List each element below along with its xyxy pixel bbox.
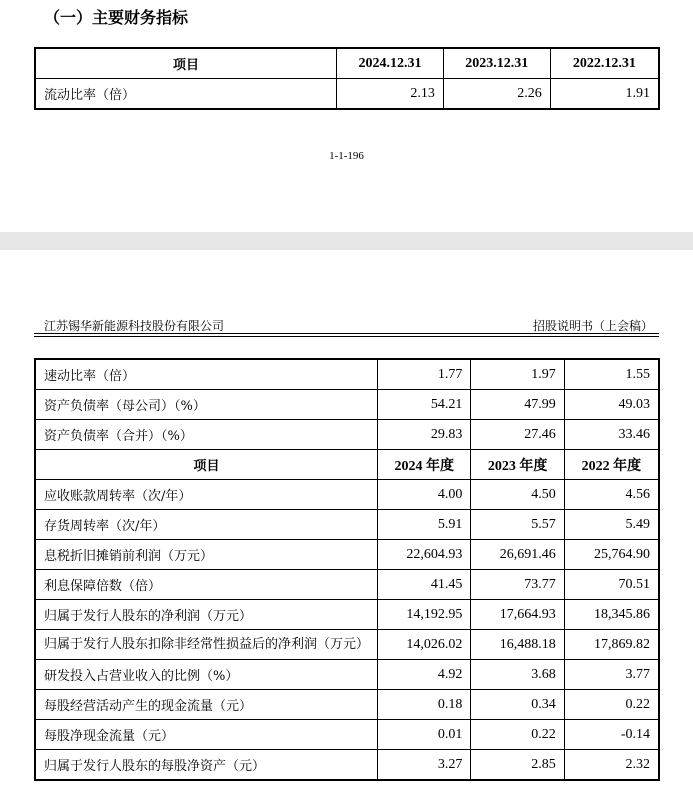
row-label: 归属于发行人股东扣除非经常性损益后的净利润（万元）	[35, 630, 378, 660]
table-row	[35, 480, 659, 510]
value-2023: 3.68	[471, 660, 564, 690]
value-2022: -0.14	[564, 720, 659, 750]
value-2022: 0.22	[564, 690, 659, 720]
table-row	[35, 540, 659, 570]
header-company: 江苏锡华新能源科技股份有限公司	[44, 319, 225, 333]
value-2024: 14,192.95	[378, 600, 471, 630]
header-rule-secondary	[34, 336, 659, 337]
page-top	[0, 0, 693, 232]
value-2022: 1.91	[550, 79, 659, 110]
value-2022: 49.03	[564, 390, 659, 420]
table-row	[35, 750, 659, 781]
row-label: 资产负债率（母公司）（%）	[35, 390, 378, 420]
value-2022: 1.55	[564, 359, 659, 390]
value-2023: 73.77	[471, 570, 564, 600]
value-2023: 47.99	[471, 390, 564, 420]
header-item: 项目	[35, 450, 378, 480]
table-row	[35, 79, 659, 110]
table-row	[35, 359, 659, 390]
value-2022: 33.46	[564, 420, 659, 450]
header-doc-type: 招股说明书（上会稿）	[532, 319, 653, 333]
value-2024: 29.83	[378, 420, 471, 450]
table-header-row	[35, 450, 659, 480]
row-label: 存货周转率（次/年）	[35, 510, 378, 540]
financial-table-part2	[34, 358, 660, 781]
row-label: 利息保障倍数（倍）	[35, 570, 378, 600]
row-label: 流动比率（倍）	[35, 79, 337, 110]
value-2023: 0.34	[471, 690, 564, 720]
row-label: 资产负债率（合并）（%）	[35, 420, 378, 450]
value-2024: 0.18	[378, 690, 471, 720]
financial-table-part1	[34, 47, 660, 110]
value-2023: 4.50	[471, 480, 564, 510]
page-number: 1-1-196	[329, 150, 364, 162]
value-2024: 4.00	[378, 480, 471, 510]
value-2022: 3.77	[564, 660, 659, 690]
value-2022: 2.32	[564, 750, 659, 781]
table-row	[35, 600, 659, 630]
table-row	[35, 570, 659, 600]
value-2024: 54.21	[378, 390, 471, 420]
value-2024: 1.77	[378, 359, 471, 390]
table-row	[35, 630, 659, 660]
table-row	[35, 420, 659, 450]
value-2023: 27.46	[471, 420, 564, 450]
value-2022: 18,345.86	[564, 600, 659, 630]
header-2024: 2024 年度	[378, 450, 471, 480]
header-2024: 2024.12.31	[337, 48, 444, 79]
row-label: 每股净现金流量（元）	[35, 720, 378, 750]
value-2023: 2.26	[443, 79, 550, 110]
row-label: 每股经营活动产生的现金流量（元）	[35, 690, 378, 720]
value-2024: 22,604.93	[378, 540, 471, 570]
section-title: （一）主要财务指标	[44, 8, 189, 27]
header-2023: 2023.12.31	[443, 48, 550, 79]
value-2023: 17,664.93	[471, 600, 564, 630]
header-2023: 2023 年度	[471, 450, 564, 480]
value-2022: 4.56	[564, 480, 659, 510]
table-row	[35, 690, 659, 720]
value-2023: 16,488.18	[471, 630, 564, 660]
page-bottom	[0, 250, 693, 793]
page-gap	[0, 232, 693, 250]
value-2023: 2.85	[471, 750, 564, 781]
table-row	[35, 510, 659, 540]
value-2023: 26,691.46	[471, 540, 564, 570]
row-label: 归属于发行人股东的每股净资产（元）	[35, 750, 378, 781]
value-2024: 3.27	[378, 750, 471, 781]
row-label: 研发投入占营业收入的比例（%）	[35, 660, 378, 690]
value-2024: 41.45	[378, 570, 471, 600]
value-2023: 0.22	[471, 720, 564, 750]
value-2022: 5.49	[564, 510, 659, 540]
value-2024: 0.01	[378, 720, 471, 750]
table-row	[35, 660, 659, 690]
row-label: 应收账款周转率（次/年）	[35, 480, 378, 510]
header-2022: 2022 年度	[564, 450, 659, 480]
value-2022: 70.51	[564, 570, 659, 600]
value-2023: 5.57	[471, 510, 564, 540]
table-header-row	[35, 48, 659, 79]
value-2024: 2.13	[337, 79, 444, 110]
header-2022: 2022.12.31	[550, 48, 659, 79]
value-2023: 1.97	[471, 359, 564, 390]
row-label: 速动比率（倍）	[35, 359, 378, 390]
value-2022: 25,764.90	[564, 540, 659, 570]
value-2024: 4.92	[378, 660, 471, 690]
value-2022: 17,869.82	[564, 630, 659, 660]
header-item: 项目	[35, 48, 337, 79]
table-row	[35, 720, 659, 750]
table-row	[35, 390, 659, 420]
value-2024: 14,026.02	[378, 630, 471, 660]
row-label: 息税折旧摊销前利润（万元）	[35, 540, 378, 570]
row-label: 归属于发行人股东的净利润（万元）	[35, 600, 378, 630]
value-2024: 5.91	[378, 510, 471, 540]
header-rule	[34, 333, 659, 334]
